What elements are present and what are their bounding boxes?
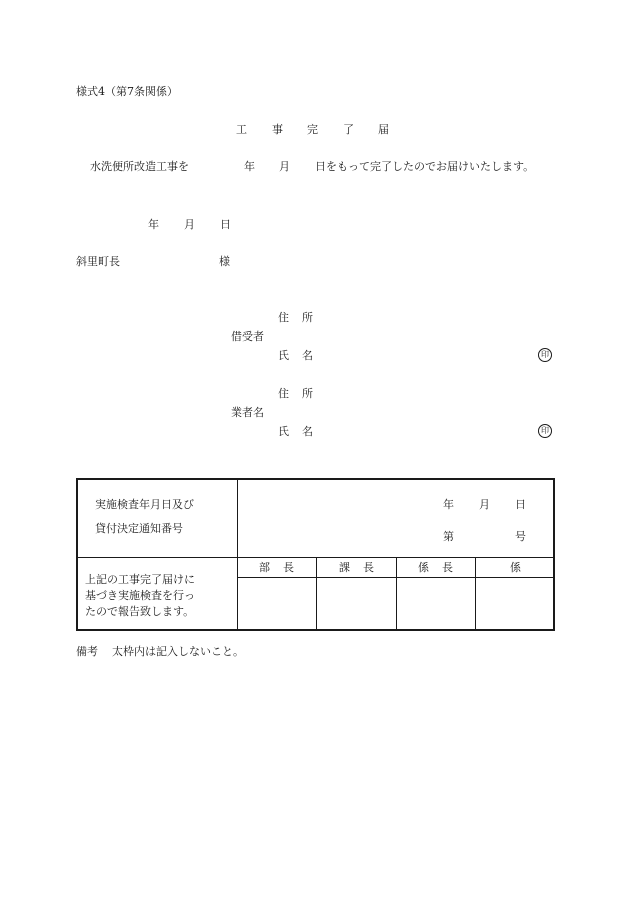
header-subsection-chief: 長: [442, 561, 453, 574]
addressee-name: 斜里町長: [76, 255, 120, 268]
borrower-address-label: 住: [278, 311, 289, 324]
table-divider: [237, 480, 238, 629]
borrower-name-label: 氏: [278, 349, 289, 362]
form-number: 様式4（第7条関係）: [76, 85, 178, 98]
statement-month: 月: [279, 160, 290, 173]
date-month: 月: [184, 218, 195, 231]
report-text-line: たので報告致します。: [85, 605, 195, 618]
official-use-table: [76, 478, 555, 631]
header-subsection-chief: 係: [418, 561, 429, 574]
contractor-name-label: 名: [302, 425, 313, 438]
contractor-name-label: 氏: [278, 425, 289, 438]
inspection-day: 日: [515, 498, 526, 511]
notice-number-prefix: 第: [443, 530, 454, 543]
contractor-address-label: 所: [302, 387, 313, 400]
report-text-line: 上記の工事完了届けに: [85, 573, 195, 586]
contractor-label: 業者名: [231, 406, 264, 419]
header-staff: 係: [510, 561, 521, 574]
table-divider: [316, 557, 317, 629]
title-char: 了: [343, 123, 354, 136]
statement-prefix: 水洗便所改造工事を: [90, 160, 189, 173]
title-char: 事: [272, 123, 283, 136]
date-year: 年: [148, 218, 159, 231]
table-divider: [475, 557, 476, 629]
report-text-line: 基づき実施検査を行っ: [85, 589, 195, 602]
statement-year: 年: [244, 160, 255, 173]
addressee-honorific: 様: [219, 255, 230, 268]
table-divider: [396, 557, 397, 629]
inspection-month: 月: [479, 498, 490, 511]
table-divider: [237, 577, 553, 578]
header-section-chief: 長: [363, 561, 374, 574]
borrower-label: 借受者: [231, 330, 264, 343]
header-section-chief: 課: [339, 561, 350, 574]
seal-mark: 印: [538, 348, 552, 362]
borrower-name-label: 名: [302, 349, 313, 362]
date-day: 日: [220, 218, 231, 231]
note-text: 太枠内は記入しないこと。: [112, 645, 244, 658]
title-char: 届: [378, 123, 389, 136]
contractor-address-label: 住: [278, 387, 289, 400]
header-department-chief: 長: [283, 561, 294, 574]
inspection-year: 年: [443, 498, 454, 511]
title-char: 工: [236, 123, 247, 136]
statement-suffix: 日をもって完了したのでお届けいたします。: [315, 160, 535, 173]
notice-number-label: 貸付決定通知番号: [95, 522, 183, 535]
notice-number-suffix: 号: [515, 530, 526, 543]
seal-mark: 印: [538, 424, 552, 438]
title-char: 完: [307, 123, 318, 136]
note-label: 備考: [76, 645, 98, 658]
header-department-chief: 部: [259, 561, 270, 574]
inspection-date-label: 実施検査年月日及び: [95, 498, 194, 511]
borrower-address-label: 所: [302, 311, 313, 324]
